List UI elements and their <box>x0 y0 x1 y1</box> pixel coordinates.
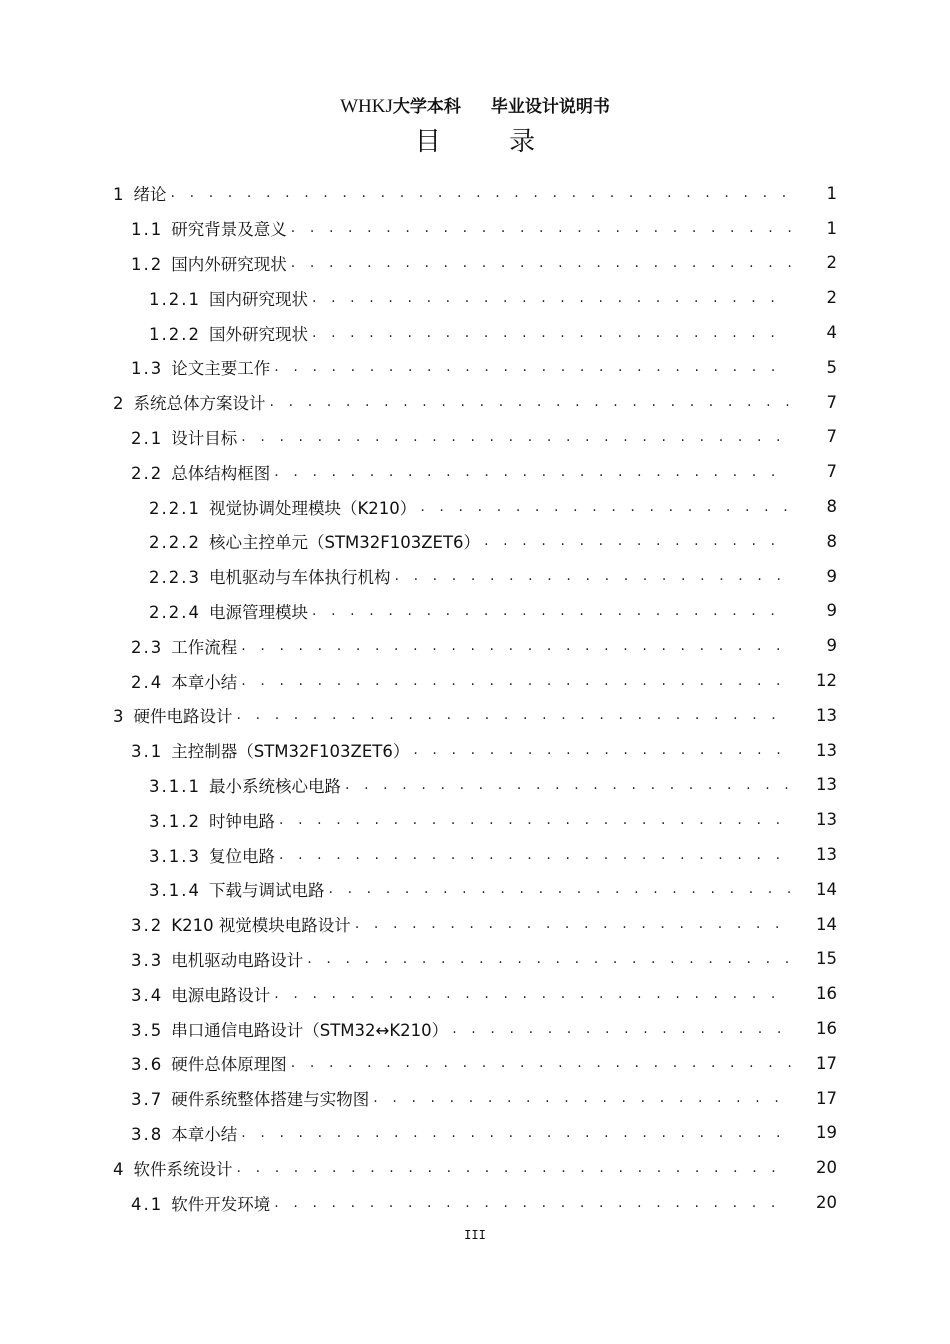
toc-entry-label <box>113 181 171 205</box>
toc-entry-label <box>131 669 241 693</box>
page-header <box>0 94 950 120</box>
toc-entry-title: 国内研究现状 <box>208 289 308 309</box>
toc-leader-dots <box>241 673 791 689</box>
toc-entry-label <box>113 703 237 727</box>
toc-entry-label <box>149 877 328 901</box>
toc-entry-number: 2.2.4 <box>149 602 201 622</box>
toc-entry-number: 4 <box>113 1159 126 1179</box>
toc-entry-title: 最小系统核心电路 <box>208 776 341 796</box>
toc-leader-dots <box>237 707 792 723</box>
toc-entry-page: 4 <box>826 323 837 343</box>
toc-entry[interactable] <box>0 280 837 315</box>
toc-entry[interactable] <box>0 698 837 733</box>
toc-entry-label <box>131 634 241 658</box>
toc-entry[interactable] <box>0 176 837 211</box>
toc-leader-dots <box>312 290 791 306</box>
toc-entry-page: 15 <box>816 949 837 969</box>
toc-entry-page: 7 <box>826 427 837 447</box>
toc-entry-title: 本章小结 <box>171 672 238 692</box>
toc-entry-title: 主控制器（STM32F103ZET6） <box>171 742 410 762</box>
toc-leader-dots <box>307 951 791 967</box>
toc-entry-page: 12 <box>816 671 837 691</box>
header-latin: WHKJ <box>340 96 393 117</box>
toc-entry[interactable] <box>0 1011 837 1046</box>
toc-entry[interactable] <box>0 1081 837 1116</box>
toc-entry[interactable] <box>0 315 837 350</box>
toc-entry-title: 硬件电路设计 <box>133 707 233 727</box>
toc-entry-title: 核心主控单元（STM32F103ZET6） <box>208 533 481 553</box>
header-left <box>340 96 461 117</box>
toc-entry-page: 1 <box>826 218 837 238</box>
toc-leader-dots <box>355 916 791 932</box>
toc-entry-label <box>131 460 274 484</box>
toc-entry[interactable] <box>0 1116 837 1151</box>
toc-entry[interactable] <box>0 907 837 942</box>
toc-entry-label <box>149 773 345 797</box>
toc-leader-dots <box>452 1021 791 1037</box>
toc-entry-label <box>131 1051 291 1075</box>
toc-entry[interactable] <box>0 1185 837 1220</box>
toc-entry[interactable] <box>0 594 837 629</box>
toc-entry-title: 研究背景及意义 <box>171 220 287 240</box>
toc-entry[interactable] <box>0 1150 837 1185</box>
toc-leader-dots <box>279 847 791 863</box>
toc-leader-dots <box>270 394 792 410</box>
toc-leader-dots <box>241 429 791 445</box>
toc-entry[interactable] <box>0 802 837 837</box>
toc-leader-dots <box>237 1160 792 1176</box>
toc-entry-page: 20 <box>816 1158 837 1178</box>
toc-leader-dots <box>373 1090 791 1106</box>
header-right: 毕业设计说明书 <box>490 97 610 117</box>
toc-entry-number: 1.2.2 <box>149 324 201 344</box>
toc-entry-number: 1.1 <box>131 220 164 240</box>
toc-entry[interactable] <box>0 559 837 594</box>
toc-entry-label <box>131 982 274 1006</box>
toc-entry-number: 3.1.4 <box>149 881 201 901</box>
toc-entry-number: 3.1.3 <box>149 846 201 866</box>
toc-entry[interactable] <box>0 211 837 246</box>
toc-leader-dots <box>420 499 791 515</box>
toc-entry-label <box>131 1191 274 1215</box>
toc-leader-dots <box>394 568 791 584</box>
toc-entry-label <box>149 843 279 867</box>
toc-leader-dots <box>328 881 791 897</box>
toc-entry[interactable] <box>0 872 837 907</box>
toc-entry-title: 工作流程 <box>171 637 238 657</box>
toc-entry-title: 电源管理模块 <box>208 602 308 622</box>
toc-entry-title: 电机驱动电路设计 <box>171 950 304 970</box>
toc-entry-label <box>113 390 270 414</box>
toc-entry-label <box>131 355 274 379</box>
toc-entry[interactable] <box>0 768 837 803</box>
toc-leader-dots <box>241 1125 791 1141</box>
toc-entry-title: 硬件总体原理图 <box>171 1055 287 1075</box>
toc-entry-number: 3.8 <box>131 1124 164 1144</box>
toc-entry[interactable] <box>0 420 837 455</box>
toc-entry-page: 7 <box>826 392 837 412</box>
toc-entry-title: 电机驱动与车体执行机构 <box>208 568 391 588</box>
toc-leader-dots <box>274 986 791 1002</box>
toc-entry-label <box>149 286 312 310</box>
toc-entry-page: 9 <box>826 601 837 621</box>
toc-entry-label <box>149 564 394 588</box>
toc-entry[interactable] <box>0 976 837 1011</box>
toc-entry-number: 3 <box>113 707 126 727</box>
toc-entry-label <box>149 599 312 623</box>
toc-entry-page: 13 <box>816 705 837 725</box>
toc-entry[interactable] <box>0 246 837 281</box>
toc-entry-label <box>131 947 307 971</box>
toc-entry[interactable] <box>0 524 837 559</box>
toc-entry-page: 14 <box>816 914 837 934</box>
toc-entry-title: 下载与调试电路 <box>208 881 325 901</box>
toc-leader-dots <box>274 464 791 480</box>
toc-leader-dots <box>413 742 791 758</box>
toc-entry[interactable] <box>0 1046 837 1081</box>
toc-entry-label <box>131 1121 241 1145</box>
toc-entry-title: 串口通信电路设计（STM32↔K210） <box>171 1020 449 1040</box>
toc-entry-label <box>131 251 291 275</box>
toc-entry-title: 复位电路 <box>208 846 275 866</box>
toc-entry-page: 2 <box>826 253 837 273</box>
toc-entry-number: 3.1.1 <box>149 776 201 796</box>
toc-entry[interactable] <box>0 454 837 489</box>
toc-entry-label <box>149 495 420 519</box>
toc-entry-number: 1.2.1 <box>149 289 201 309</box>
toc-entry[interactable] <box>0 628 837 663</box>
toc-entry-page: 19 <box>816 1123 837 1143</box>
toc-entry-number: 3.6 <box>131 1055 164 1075</box>
toc-entry-number: 2.4 <box>131 672 164 692</box>
toc-entry-title: 总体结构框图 <box>171 463 271 483</box>
toc-leader-dots <box>241 638 791 654</box>
toc-entry-number: 1.2 <box>131 254 164 274</box>
toc-entry-title: 硬件系统整体搭建与实物图 <box>171 1090 370 1110</box>
toc-entry[interactable] <box>0 663 837 698</box>
toc-entry-number: 2 <box>113 394 126 414</box>
toc-entry-label <box>131 216 291 240</box>
toc-entry-page: 14 <box>816 879 837 899</box>
toc-leader-dots <box>274 1195 791 1211</box>
toc-entry-title: 电源电路设计 <box>171 985 271 1005</box>
toc-leader-dots <box>291 255 791 271</box>
toc-entry-number: 3.4 <box>131 985 164 1005</box>
toc-entry[interactable] <box>0 350 837 385</box>
toc-entry-title: K210 视觉模块电路设计 <box>171 916 351 936</box>
toc-entry-page: 13 <box>816 775 837 795</box>
toc-leader-dots <box>345 777 791 793</box>
toc-entry-title: 软件系统设计 <box>133 1159 233 1179</box>
toc-entry-number: 3.5 <box>131 1020 164 1040</box>
toc-entry-label <box>131 912 355 936</box>
toc-entry[interactable] <box>0 837 837 872</box>
toc-entry-page: 16 <box>816 1019 837 1039</box>
toc-entry-page: 8 <box>826 497 837 517</box>
toc-entry-page: 20 <box>816 1193 837 1212</box>
toc-leader-dots <box>274 359 791 375</box>
toc-entry-label <box>149 321 312 345</box>
toc-entry[interactable] <box>0 733 837 768</box>
toc-entry-number: 1 <box>113 185 126 205</box>
toc-entry[interactable] <box>0 385 837 420</box>
toc-entry-title: 本章小结 <box>171 1124 238 1144</box>
toc-entry-title: 国外研究现状 <box>208 324 308 344</box>
toc-leader-dots <box>484 533 791 549</box>
toc-entry-number: 3.1.2 <box>149 811 201 831</box>
toc-entry-number: 2.1 <box>131 428 164 448</box>
toc-entry-page: 16 <box>816 984 837 1004</box>
toc-entry-page: 9 <box>826 636 837 656</box>
toc-leader-dots <box>312 603 791 619</box>
toc-entry-number: 3.7 <box>131 1090 164 1110</box>
toc-entry-number: 3.2 <box>131 916 164 936</box>
toc-entry-number: 3.1 <box>131 742 164 762</box>
toc-entry-number: 2.2 <box>131 463 164 483</box>
toc-entry-number: 2.2.1 <box>149 498 201 518</box>
toc-entry[interactable] <box>0 489 837 524</box>
toc-entry-number: 2.2.2 <box>149 533 201 553</box>
toc-entry-title: 系统总体方案设计 <box>133 394 266 414</box>
toc-entry[interactable] <box>0 942 837 977</box>
toc-entry-title: 时钟电路 <box>208 811 275 831</box>
toc-entry-page: 13 <box>816 740 837 760</box>
toc-leader-dots <box>312 325 791 341</box>
toc-entry-title: 国内外研究现状 <box>171 254 287 274</box>
toc-entry-page: 5 <box>826 357 837 377</box>
toc-entry-label <box>149 808 279 832</box>
toc-entry-label <box>131 1086 373 1110</box>
toc-leader-dots <box>171 185 792 201</box>
toc-entry-page: 1 <box>826 183 837 203</box>
toc-entry-page: 9 <box>826 566 837 586</box>
toc-entry-number: 1.3 <box>131 359 164 379</box>
toc-entry-title: 软件开发环境 <box>171 1194 271 1214</box>
toc-entry-title: 设计目标 <box>171 428 238 448</box>
toc-entry-label <box>149 529 484 553</box>
table-of-contents <box>0 176 950 1220</box>
toc-entry-label <box>131 425 241 449</box>
toc-title: 目 录 <box>414 127 566 157</box>
toc-entry-page: 13 <box>816 810 837 830</box>
toc-entry-page: 17 <box>816 1088 837 1108</box>
toc-entry-page: 8 <box>826 531 837 551</box>
header-bold: 大学本科 <box>392 97 461 117</box>
toc-entry-title: 视觉协调处理模块（K210） <box>208 498 417 518</box>
toc-entry-title: 绪论 <box>133 185 167 205</box>
toc-entry-label <box>113 1156 237 1180</box>
toc-entry-label <box>131 1017 452 1041</box>
toc-entry-number: 4.1 <box>131 1194 164 1214</box>
toc-leader-dots <box>291 1055 791 1071</box>
toc-entry-number: 2.3 <box>131 637 164 657</box>
toc-leader-dots <box>291 220 791 236</box>
toc-entry-title: 论文主要工作 <box>171 359 271 379</box>
toc-leader-dots <box>279 812 791 828</box>
toc-entry-label <box>131 738 413 762</box>
toc-entry-page: 17 <box>816 1053 837 1073</box>
toc-entry-page: 7 <box>826 462 837 482</box>
toc-entry-number: 2.2.3 <box>149 568 201 588</box>
toc-entry-number: 3.3 <box>131 950 164 970</box>
toc-entry-page: 2 <box>826 288 837 308</box>
page-number: III <box>464 1228 486 1242</box>
toc-entry-page: 13 <box>816 845 837 865</box>
